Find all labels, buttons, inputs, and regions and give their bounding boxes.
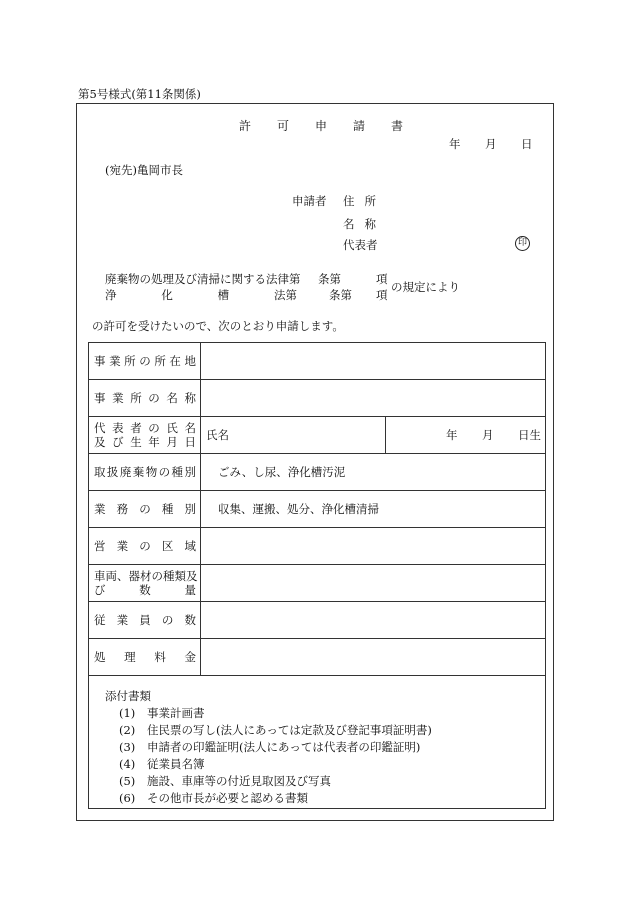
title-char: 請: [353, 119, 366, 133]
table-row-representative: [89, 417, 546, 454]
law-line-1-text: 廃棄物の処理及び清掃に関する法律第: [105, 272, 301, 286]
applicant-prefix: 申請者: [292, 194, 327, 208]
date-day-unit: 日: [521, 137, 533, 151]
application-table: [88, 342, 546, 809]
table-row-name: [89, 380, 546, 417]
date-month-unit: 月: [485, 137, 497, 151]
title-char: 可: [277, 119, 290, 133]
label-business-type: 業 務 の 種 別: [89, 491, 201, 528]
form-title: [239, 117, 429, 134]
value-rep-birthdate[interactable]: 年 月 日生: [386, 417, 546, 454]
label-business-area: 営 業 の 区 域: [89, 528, 201, 565]
label-location: 事 業 所 の 所 在 地: [89, 343, 201, 380]
attachments-cell: [89, 676, 546, 809]
application-date[interactable]: [449, 136, 557, 152]
law-line-1-jo: 条第: [318, 272, 341, 286]
table-row-business-type: [89, 491, 546, 528]
table-row-location: [89, 343, 546, 380]
label-fee: 処 理 料 金: [89, 639, 201, 676]
value-vehicles[interactable]: [201, 565, 546, 602]
attachment-item: (1) 事業計画書: [119, 706, 205, 720]
title-char: 書: [391, 119, 404, 133]
value-rep-name[interactable]: 氏名: [201, 417, 386, 454]
attachment-item: (6) その他市長が必要と認める書類: [119, 791, 308, 805]
form-number-label: 第5号様式(第11条関係): [78, 87, 201, 101]
law-line-2-text: 浄 化 槽 法第: [105, 288, 297, 302]
seal-mark-icon: 印: [515, 236, 530, 251]
value-business-type[interactable]: 収集、運搬、処分、浄化槽清掃: [201, 491, 546, 528]
value-business-area[interactable]: [201, 528, 546, 565]
label-representative: 代 表 者 の 氏 名 及 び 生 年 月 日: [89, 417, 201, 454]
value-staff-count[interactable]: [201, 602, 546, 639]
date-year-unit: 年: [449, 137, 461, 151]
table-row-area: [89, 528, 546, 565]
value-waste-type[interactable]: ごみ、し尿、浄化槽汚泥: [201, 454, 546, 491]
law-line-2-jo: 条第: [329, 288, 352, 302]
table-row-waste-type: [89, 454, 546, 491]
intro-text: の許可を受けたいので、次のとおり申請します。: [92, 319, 344, 333]
title-char: 許: [239, 119, 252, 133]
label-office-name: 事 業 所 の 名 称: [89, 380, 201, 417]
table-row-vehicles: [89, 565, 546, 602]
attachment-item: (4) 従業員名簿: [119, 757, 205, 771]
label-vehicles: 車 両 、 器 材 の 種 類 及 び 数 量: [89, 565, 201, 602]
value-office-name[interactable]: [201, 380, 546, 417]
law-line-2-ko: 項: [376, 288, 388, 302]
attachment-item: (3) 申請者の印鑑証明(法人にあっては代表者の印鑑証明): [119, 740, 421, 754]
label-staff-count: 従 業 員 の 数: [89, 602, 201, 639]
table-row-staff: [89, 602, 546, 639]
applicant-name-label: 名 称: [343, 217, 376, 231]
addressee: (宛先)亀岡市長: [105, 163, 183, 177]
applicant-address-label: 住 所: [343, 194, 376, 208]
attachment-item: (5) 施設、車庫等の付近見取図及び写真: [119, 774, 331, 788]
label-waste-type: 取 扱 廃 棄 物 の 種 別: [89, 454, 201, 491]
attachment-item: (2) 住民票の写し(法人にあっては定款及び登記事項証明書): [119, 723, 432, 737]
law-line-1-ko: 項: [376, 272, 388, 286]
attachments-heading: 添付書類: [105, 689, 151, 703]
value-fee[interactable]: [201, 639, 546, 676]
applicant-rep-label: 代表者: [343, 238, 378, 252]
title-char: 申: [315, 119, 328, 133]
value-location[interactable]: [201, 343, 546, 380]
table-row-attachments: [89, 676, 546, 809]
law-suffix: の規定により: [391, 280, 460, 294]
table-row-fee: [89, 639, 546, 676]
